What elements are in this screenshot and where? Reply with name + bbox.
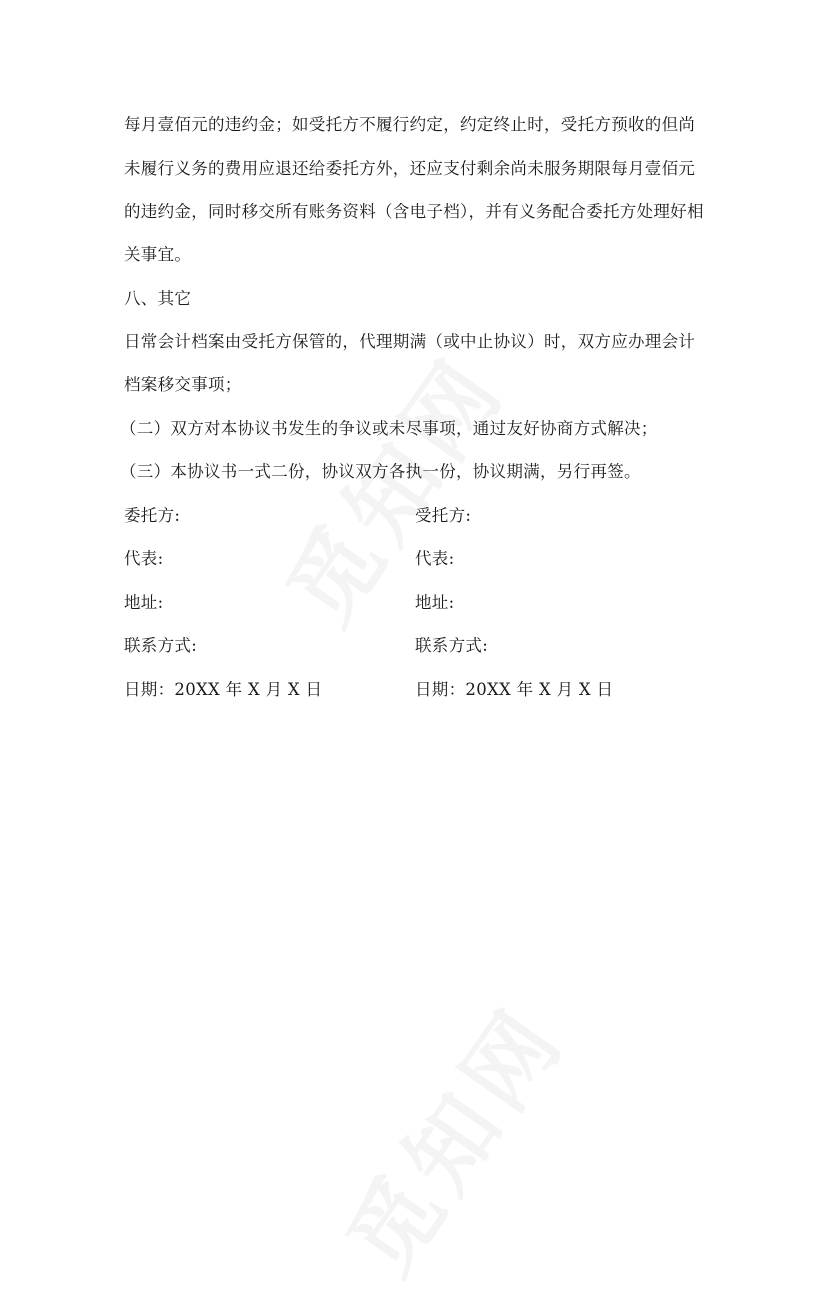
- paragraph-line: 的违约金，同时移交所有账务资料（含电子档），并有义务配合委托方处理好相: [124, 202, 704, 221]
- signature-representative-left: 代表:: [124, 549, 164, 568]
- section-line: 日常会计档案由受托方保管的，代理期满（或中止协议）时，双方应办理会计: [124, 332, 696, 351]
- signature-address-right: 地址:: [415, 593, 455, 612]
- watermark: [251, 325, 530, 645]
- signature-date-left: 日期：20XX 年 X 月 X 日: [124, 680, 323, 699]
- section-line: （二）双方对本协议书发生的争议或未尽事项，通过友好协商方式解决；: [120, 419, 658, 438]
- section-line: （三）本协议书一式二份，协议双方各执一份，协议期满，另行再签。: [120, 462, 641, 481]
- section-heading: 八、其它: [124, 289, 192, 308]
- signature-contact-left: 联系方式:: [124, 636, 198, 655]
- paragraph-line: 关事宜。: [124, 245, 192, 264]
- signature-entrusting-party: 委托方:: [124, 506, 181, 525]
- signature-contact-right: 联系方式:: [415, 636, 489, 655]
- section-line: 档案移交事项；: [124, 375, 242, 394]
- signature-date-right: 日期：20XX 年 X 月 X 日: [415, 680, 614, 699]
- paragraph-line: 未履行义务的费用应退还给委托方外，还应支付剩余尚未服务期限每月壹佰元: [124, 159, 696, 178]
- paragraph-line: 每月壹佰元的违约金；如受托方不履行约定，约定终止时，受托方预收的但尚: [124, 115, 696, 134]
- watermark: [311, 975, 590, 1295]
- signature-address-left: 地址:: [124, 593, 164, 612]
- signature-representative-right: 代表:: [415, 549, 455, 568]
- signature-entrusted-party: 受托方:: [415, 506, 472, 525]
